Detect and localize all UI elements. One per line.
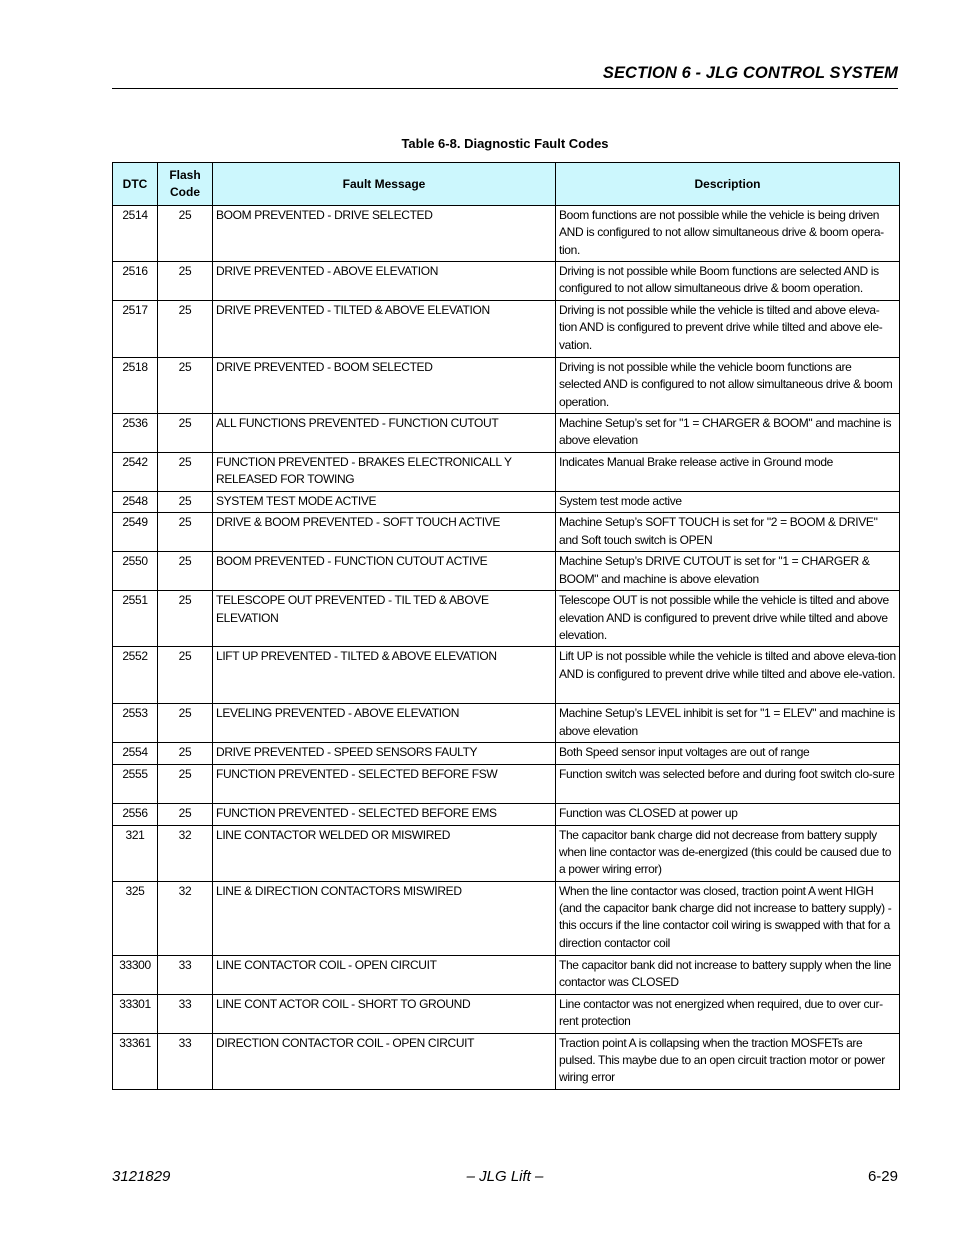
fault-message-cell: LINE CONT ACTOR COIL - SHORT TO GROUND	[213, 994, 556, 1033]
table-row	[113, 262, 900, 301]
table-row	[113, 742, 900, 764]
description-cell: The capacitor bank charge did not decrease from battery supply when line contactor was de-energized (this could be caused due to a power wiring error)	[556, 825, 900, 881]
description-cell: When the line contactor was closed, traction point A went HIGH (and the capacitor bank charge did not increase to battery supply) - this occurs if the line contactor coil wiring is swapped with that for a direction contactor coil	[556, 881, 900, 955]
table-row	[113, 704, 900, 743]
dtc-cell: 2548	[113, 492, 158, 513]
table-row	[113, 591, 900, 647]
fault-message-cell: DRIVE PREVENTED - SPEED SENSORS FAULTY	[213, 742, 556, 764]
dtc-cell: 33300	[113, 955, 158, 994]
flash-code-cell: 32	[158, 881, 213, 955]
dtc-cell: 2514	[113, 206, 158, 262]
header-dtc: DTC	[113, 163, 158, 206]
description-cell: Line contactor was not energized when required, due to over cur-rent protection	[556, 994, 900, 1033]
dtc-cell: 2542	[113, 453, 158, 492]
flash-code-cell: 25	[158, 764, 213, 803]
description-cell: System test mode active	[556, 492, 900, 513]
fault-message-cell: LINE CONTACTOR WELDED OR MISWIRED	[213, 825, 556, 881]
description-cell: Function was CLOSED at power up	[556, 803, 900, 825]
fault-code-table	[112, 162, 900, 1090]
dtc-cell: 33361	[113, 1033, 158, 1089]
flash-code-cell: 25	[158, 414, 213, 453]
description-cell: Machine Setup’s DRIVE CUTOUT is set for "1 = CHARGER & BOOM" and machine is above elevation	[556, 552, 900, 591]
fault-message-cell: LIFT UP PREVENTED - TILTED & ABOVE ELEVATION	[213, 647, 556, 704]
description-cell: Boom functions are not possible while the vehicle is being driven AND is configured to not allow simultaneous drive & boom opera-tion.	[556, 206, 900, 262]
table-header-row	[113, 163, 900, 206]
table-row	[113, 881, 900, 955]
header-fault-message: Fault Message	[213, 163, 556, 206]
description-cell: Both Speed sensor input voltages are out of range	[556, 742, 900, 764]
table-row	[113, 647, 900, 704]
dtc-cell: 2551	[113, 591, 158, 647]
fault-message-cell: LINE CONTACTOR COIL - OPEN CIRCUIT	[213, 955, 556, 994]
header-flash-line2: Code	[170, 185, 200, 199]
table-row	[113, 358, 900, 414]
flash-code-cell: 33	[158, 1033, 213, 1089]
flash-code-cell: 25	[158, 492, 213, 513]
fault-message-cell: BOOM PREVENTED - DRIVE SELECTED	[213, 206, 556, 262]
flash-code-cell: 25	[158, 704, 213, 743]
dtc-cell: 2552	[113, 647, 158, 704]
fault-message-cell: FUNCTION PREVENTED - BRAKES ELECTRONICALL Y RELEASED FOR TOWING	[213, 453, 556, 492]
flash-code-cell: 25	[158, 647, 213, 704]
table-row	[113, 994, 900, 1033]
section-title: SECTION 6 - JLG CONTROL SYSTEM	[602, 64, 898, 82]
flash-code-cell: 25	[158, 513, 213, 552]
header-description: Description	[556, 163, 900, 206]
fault-message-cell: SYSTEM TEST MODE ACTIVE	[213, 492, 556, 513]
description-cell: Telescope OUT is not possible while the vehicle is tilted and above elevation AND is configured to prevent drive while tilted and above elevation.	[556, 591, 900, 647]
description-cell: Lift UP is not possible while the vehicle is tilted and above eleva-tion AND is configured to prevent drive while tilted and above ele-vation.	[556, 647, 900, 704]
header-flash-line1: Flash	[169, 168, 201, 182]
dtc-cell: 2550	[113, 552, 158, 591]
dtc-cell: 2549	[113, 513, 158, 552]
fault-message-cell: DRIVE PREVENTED - ABOVE ELEVATION	[213, 262, 556, 301]
dtc-cell: 2554	[113, 742, 158, 764]
flash-code-cell: 32	[158, 825, 213, 881]
flash-code-cell: 25	[158, 453, 213, 492]
dtc-cell: 2553	[113, 704, 158, 743]
table-title: Table 6-8. Diagnostic Fault Codes	[401, 136, 609, 151]
table-row	[113, 301, 900, 358]
table-row	[113, 492, 900, 513]
dtc-cell: 33301	[113, 994, 158, 1033]
table-row	[113, 764, 900, 803]
table-row	[113, 1033, 900, 1089]
description-cell: Machine Setup’s LEVEL inhibit is set for "1 = ELEV" and machine is above elevation	[556, 704, 900, 743]
header-flash-code	[158, 163, 213, 206]
footer-doc-number: 3121829	[112, 1168, 171, 1185]
table-row	[113, 453, 900, 492]
description-cell: Driving is not possible while the vehicle is tilted and above eleva-tion AND is configured to prevent drive while tilted and above ele-vation.	[556, 301, 900, 358]
fault-message-cell: TELESCOPE OUT PREVENTED - TIL TED & ABOVE ELEVATION	[213, 591, 556, 647]
description-cell: Machine Setup’s set for "1 = CHARGER & BOOM" and machine is above elevation	[556, 414, 900, 453]
description-cell: Indicates Manual Brake release active in Ground mode	[556, 453, 900, 492]
flash-code-cell: 25	[158, 358, 213, 414]
table-row	[113, 955, 900, 994]
footer-page-number: 6-29	[867, 1168, 898, 1185]
flash-code-cell: 25	[158, 591, 213, 647]
dtc-cell: 2517	[113, 301, 158, 358]
fault-message-cell: ALL FUNCTIONS PREVENTED - FUNCTION CUTOUT	[213, 414, 556, 453]
dtc-cell: 2518	[113, 358, 158, 414]
dtc-cell: 2516	[113, 262, 158, 301]
table-row	[113, 513, 900, 552]
flash-code-cell: 25	[158, 552, 213, 591]
dtc-cell: 325	[113, 881, 158, 955]
table-row	[113, 803, 900, 825]
table-row	[113, 206, 900, 262]
fault-message-cell: LINE & DIRECTION CONTACTORS MISWIRED	[213, 881, 556, 955]
fault-message-cell: FUNCTION PREVENTED - SELECTED BEFORE FSW	[213, 764, 556, 803]
footer-brand: – JLG Lift –	[466, 1168, 544, 1185]
description-cell: Machine Setup’s SOFT TOUCH is set for "2 = BOOM & DRIVE" and Soft touch switch is OPEN	[556, 513, 900, 552]
description-cell: Traction point A is collapsing when the traction MOSFETs are pulsed. This maybe due to an open circuit traction motor or power wiring error	[556, 1033, 900, 1089]
flash-code-cell: 33	[158, 994, 213, 1033]
table-row	[113, 825, 900, 881]
description-cell: Driving is not possible while the vehicle boom functions are selected AND is configured to not allow simultaneous drive & boom operation.	[556, 358, 900, 414]
flash-code-cell: 25	[158, 262, 213, 301]
fault-message-cell: DRIVE PREVENTED - BOOM SELECTED	[213, 358, 556, 414]
description-cell: Driving is not possible while Boom functions are selected AND is configured to not allow simultaneous drive & boom operation.	[556, 262, 900, 301]
dtc-cell: 321	[113, 825, 158, 881]
fault-message-cell: LEVELING PREVENTED - ABOVE ELEVATION	[213, 704, 556, 743]
header-rule	[112, 88, 898, 89]
dtc-cell: 2556	[113, 803, 158, 825]
fault-message-cell: DRIVE & BOOM PREVENTED - SOFT TOUCH ACTIVE	[213, 513, 556, 552]
fault-message-cell: DIRECTION CONTACTOR COIL - OPEN CIRCUIT	[213, 1033, 556, 1089]
fault-message-cell: DRIVE PREVENTED - TILTED & ABOVE ELEVATION	[213, 301, 556, 358]
table-row	[113, 552, 900, 591]
table-row	[113, 414, 900, 453]
flash-code-cell: 33	[158, 955, 213, 994]
dtc-cell: 2536	[113, 414, 158, 453]
flash-code-cell: 25	[158, 206, 213, 262]
flash-code-cell: 25	[158, 301, 213, 358]
dtc-cell: 2555	[113, 764, 158, 803]
fault-message-cell: BOOM PREVENTED - FUNCTION CUTOUT ACTIVE	[213, 552, 556, 591]
flash-code-cell: 25	[158, 742, 213, 764]
fault-message-cell: FUNCTION PREVENTED - SELECTED BEFORE EMS	[213, 803, 556, 825]
description-cell: Function switch was selected before and during foot switch clo-sure	[556, 764, 900, 803]
flash-code-cell: 25	[158, 803, 213, 825]
description-cell: The capacitor bank did not increase to battery supply when the line contactor was CLOSED	[556, 955, 900, 994]
